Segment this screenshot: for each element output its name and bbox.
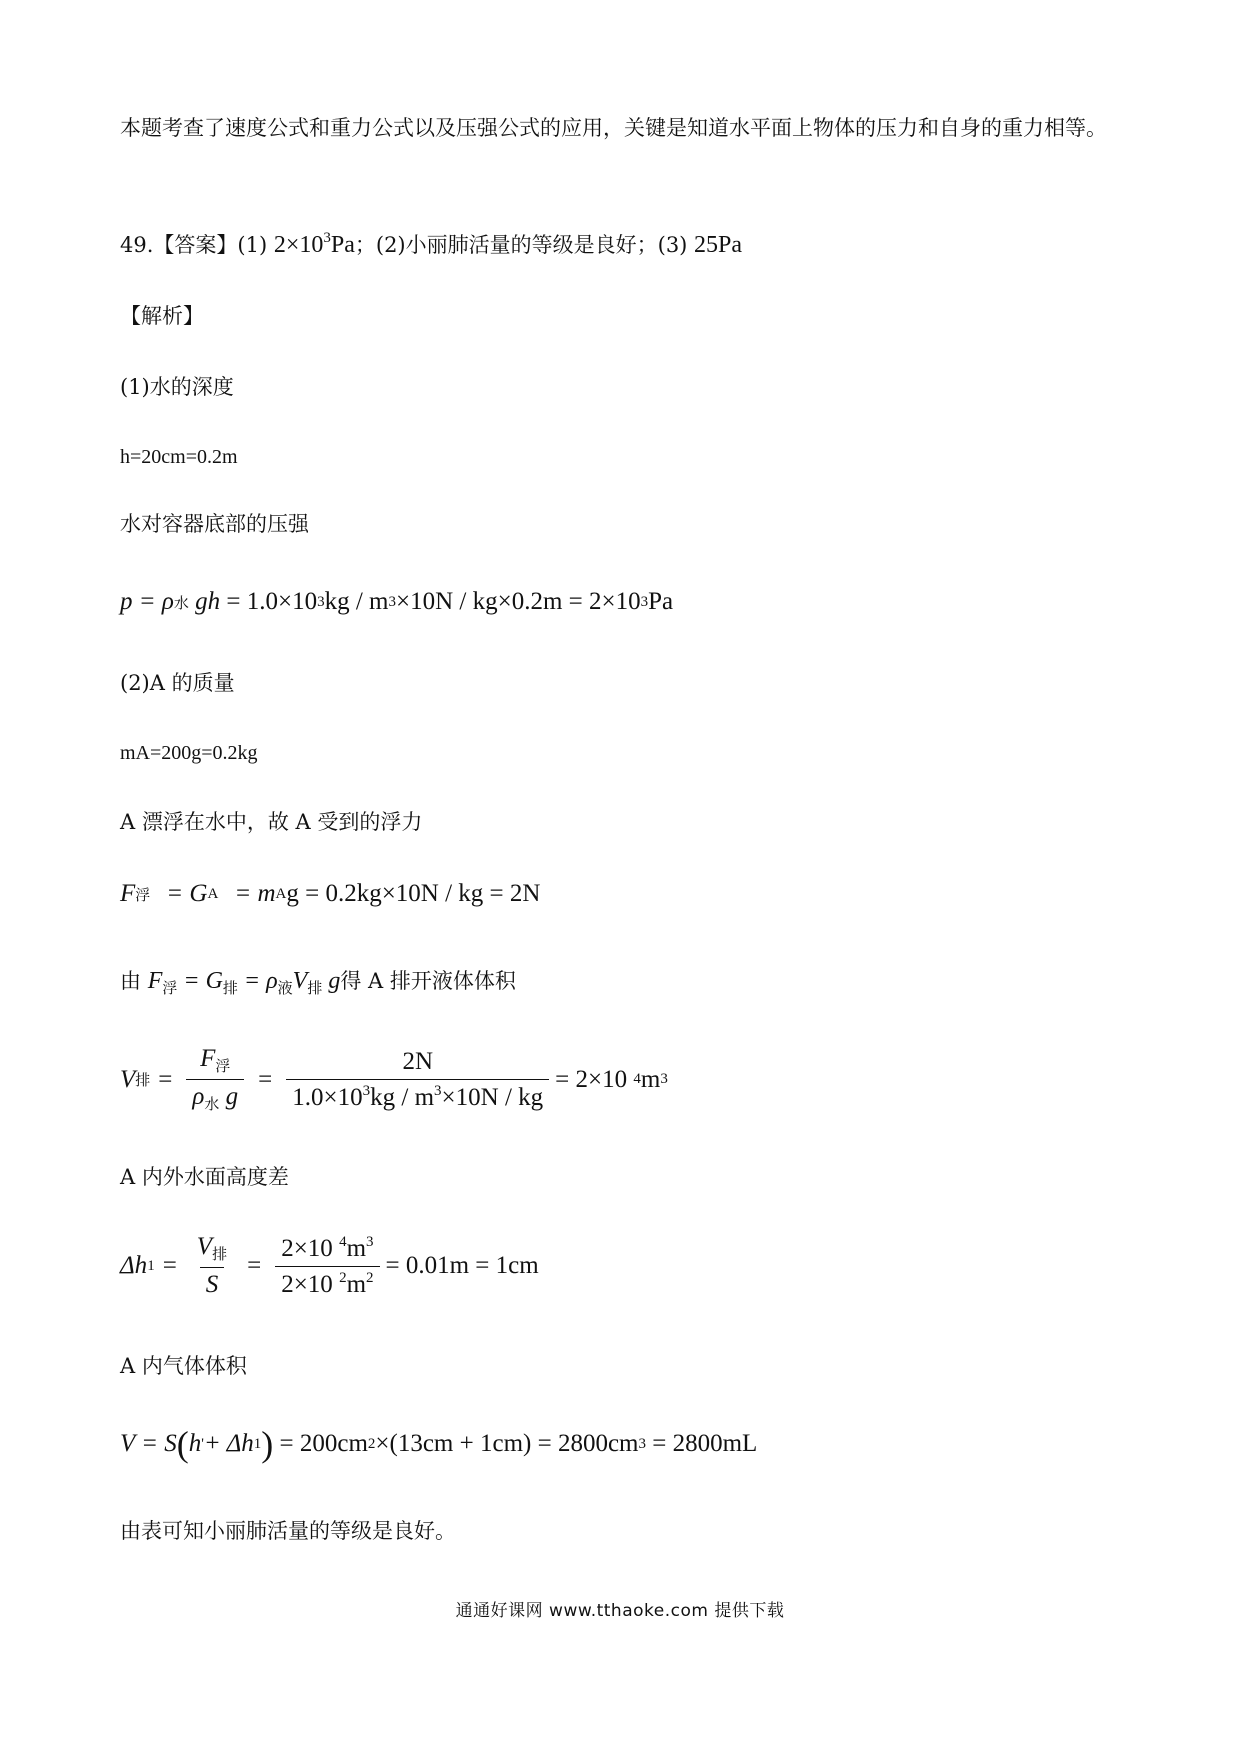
pressure-equation (120, 588, 673, 616)
gas-rhs-3: = 2800mL (652, 1430, 758, 1457)
height-result: = 0.01m = 1cm (385, 1252, 539, 1279)
part-2-label: (2)A 的质量 (120, 671, 235, 695)
buoyancy-m-sub: A (275, 885, 287, 902)
volume-fraction-2 (286, 1048, 549, 1112)
derive-line (120, 962, 516, 1001)
gas-lhs: V = S (120, 1430, 177, 1457)
height-f2-den: 2×10 (281, 1270, 333, 1298)
pressure-exp-2: 3 (388, 593, 396, 610)
answer-middle: ；(2)小丽肺活量的等级是良好；(3) (354, 233, 695, 257)
volume-f2-num: 2N (402, 1047, 433, 1075)
volume-fraction-1 (186, 1045, 244, 1114)
gas-exp-1: 2 (367, 1435, 376, 1452)
depth-equation: h=20cm=0.2m (120, 446, 238, 468)
height-f2-den-unit: m (346, 1270, 367, 1298)
pressure-rhs-1: = 1.0×10 (226, 588, 318, 615)
height-fraction-2 (275, 1234, 379, 1299)
derive-rho: = ρ (243, 968, 278, 994)
buoyancy-f-sub: 浮 (135, 887, 151, 904)
analysis-heading: 【解析】 (120, 304, 204, 328)
volume-f2-den-3: ×10N / kg (441, 1083, 544, 1111)
part-1-label: (1)水的深度 (120, 375, 234, 399)
mass-equation: mA=200g=0.2kg (120, 742, 258, 764)
buoyancy-g-sub: A (207, 885, 219, 902)
derive-f-sub: 浮 (162, 981, 178, 997)
answer-1-exp: 3 (323, 230, 331, 246)
derive-g: = G (183, 968, 223, 994)
conclusion: 由表可知小丽肺活量的等级是良好。 (120, 1519, 456, 1543)
buoyancy-g: = G (166, 880, 208, 907)
gas-equation: V = S ( h ' + Δh 1 ) = 200cm 2 ×(13cm + 1cm) = 2800cm 3 = 2800mL (120, 1424, 758, 1464)
buoyancy-equation (120, 880, 540, 908)
height-lhs-sub: 1 (147, 1257, 155, 1274)
pressure-rhs-4: Pa (648, 588, 674, 615)
volume-result: = 2×10 (555, 1065, 628, 1093)
pressure-rhs-2: kg / m (324, 588, 389, 615)
height-f1-num-sub: 排 (212, 1247, 228, 1263)
derive-g-sub: 排 (222, 981, 238, 997)
height-f2-den-unit-exp: 2 (366, 1269, 374, 1286)
height-f2-num-unit: m (346, 1234, 367, 1262)
pressure-rho-sub: 水 (173, 595, 189, 612)
height-f2-num-exp: 4 (339, 1233, 347, 1250)
float-label: A 漂浮在水中，故 A 受到的浮力 (120, 810, 423, 834)
volume-f2-den-exp-2: 3 (434, 1082, 442, 1099)
derive-prefix: 由 (120, 968, 141, 993)
derive-f: F (147, 968, 163, 994)
gas-inner-sub: 1 (253, 1435, 262, 1452)
height-f1-den: S (205, 1271, 219, 1298)
height-label: A 内外水面高度差 (120, 1165, 289, 1189)
derive-suffix: 得 A 排开液体体积 (340, 968, 516, 993)
pressure-label: 水对容器底部的压强 (120, 512, 309, 536)
volume-f1-num: F (200, 1045, 216, 1072)
volume-f2-den-exp-1: 3 (362, 1082, 371, 1099)
gas-rhs-1: = 200cm (279, 1430, 368, 1457)
gas-rhs-2: ×(13cm + 1cm) = 2800cm (375, 1430, 639, 1457)
derive-v: V (292, 968, 308, 994)
volume-result-unit-exp: 3 (660, 1071, 668, 1087)
volume-result-unit: m (640, 1065, 661, 1093)
volume-result-exp: 4 (633, 1071, 641, 1087)
height-f1-num: V (196, 1233, 213, 1260)
gas-inner-prime: ' (201, 1435, 204, 1452)
volume-equation: V 排 = $\frac{F_浮}{\rho_水 g}$ = $\frac{2N}{1.0\times 10^3kg / m^3\times 10N / kg}$ = 2×10 4 m 3 (120, 1045, 668, 1113)
volume-f1-den-sub: 水 (204, 1097, 220, 1113)
buoyancy-f: F (120, 880, 136, 907)
volume-f1-den-g: g (219, 1083, 239, 1110)
answer-1-value: 2×10 (273, 232, 324, 258)
buoyancy-rest: g = 0.2kg×10N / kg = 2N (286, 880, 541, 907)
pressure-lhs: p = ρ (120, 588, 174, 615)
volume-f1-den: ρ (192, 1083, 205, 1110)
pressure-gh: gh (195, 588, 221, 615)
pressure-exp-3: 3 (640, 593, 649, 610)
derive-v-sub: 排 (307, 981, 323, 997)
gas-exp-2: 3 (638, 1435, 646, 1452)
footer-watermark: 通通好课网 www.tthaoke.com 提供下载 (455, 1601, 785, 1621)
height-f2-num-unit-exp: 3 (366, 1233, 374, 1250)
volume-f1-num-sub: 浮 (215, 1059, 231, 1075)
gas-inner-h: h (188, 1430, 202, 1457)
gas-label: A 内气体体积 (120, 1354, 247, 1378)
height-f2-den-exp: 2 (339, 1269, 347, 1286)
volume-v-sub: 排 (135, 1073, 151, 1089)
derive-gravity: g (328, 968, 341, 994)
volume-f2-den-1: 1.0×10 (292, 1083, 363, 1111)
answer-line (120, 226, 742, 264)
answer-3-value: 25Pa (694, 232, 743, 258)
pressure-rhs-3: ×10N / kg×0.2m = 2×10 (396, 588, 641, 615)
volume-f2-den-2: kg / m (370, 1083, 435, 1111)
height-lhs: Δh (120, 1252, 148, 1279)
intro-paragraph: 本题考查了速度公式和重力公式以及压强公式的应用，关键是知道水平面上物体的压力和自身的重力相等。 (120, 116, 1107, 140)
answer-1-unit: Pa (330, 232, 355, 258)
height-f2-num: 2×10 (281, 1234, 333, 1262)
answer-prefix: 49.【答案】(1) (120, 233, 274, 257)
volume-v: V (120, 1065, 136, 1093)
height-equation: Δh 1 = $\frac{V_排}{S}$ = $\frac{2\times 10 ^4m^3}{2\times 10 ^2m^2}$ = 0.01m = 1cm (120, 1233, 539, 1298)
buoyancy-m: = m (234, 880, 276, 907)
height-fraction-1 (191, 1233, 233, 1299)
pressure-exp-1: 3 (317, 593, 325, 610)
derive-rho-sub: 液 (277, 981, 293, 997)
gas-inner-delta: + Δh (203, 1430, 254, 1457)
